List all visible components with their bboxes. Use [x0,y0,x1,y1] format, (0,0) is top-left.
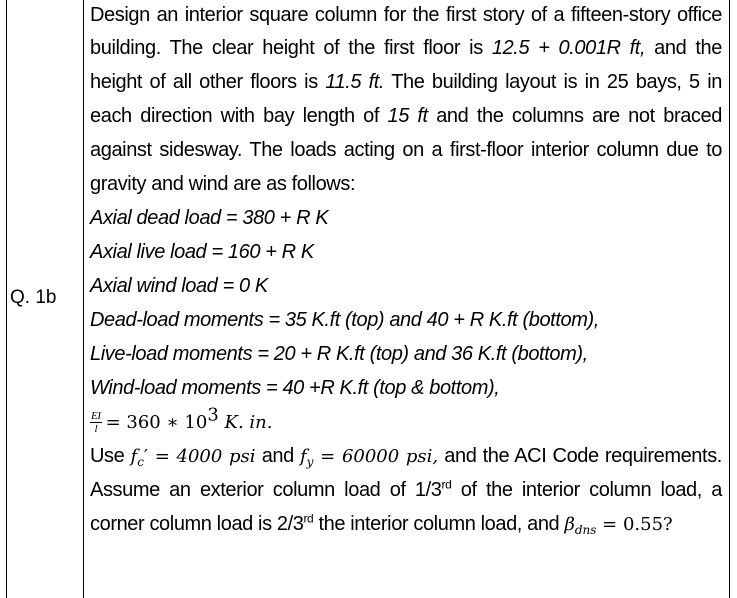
problem-line-1: Design an interior square column for the first story of a fifteen-story office [90,4,722,26]
problem-line-6: gravity and wind are as follows: [90,173,356,195]
table-border-left [6,0,7,598]
wind-load-moments: Wind-load moments = 40 +R K.ft (top & bottom), [90,377,500,399]
ei-over-l-fraction: $\frac{EI}{l}$ [91,410,101,436]
assumption-line-2: corner column load is 2/3rd the interior column load, and $\beta_{dns} = 0.55$? [90,511,673,537]
material-properties: Use $f_c' = 4000$ psi and $f_y = 60000$ psi, and the ACI Code requirements. [90,445,722,469]
other-floor-height: 11.5 ft. [325,71,385,93]
problem-line-3: height of all other floors is 11.5 ft. The building layout is in 25 bays, 5 in [90,71,722,93]
axial-live-load: Axial live load = 160 + R K [90,241,314,263]
steel-strength: $f_y = 60000$ psi, [300,446,439,469]
problem-line-4: each direction with bay length of 15 ft and the columns are not braced [90,105,722,127]
problem-line-5: against sidesway. The loads acting on a first-floor interior column due to [90,139,722,161]
dead-load-moments: Dead-load moments = 35 K.ft (top) and 40 + R K.ft (bottom), [90,309,599,331]
first-floor-height: 12.5 + 0.001R ft, [491,37,646,59]
axial-wind-load: Axial wind load = 0 K [90,275,268,297]
assumption-line-1: Assume an exterior column load of 1/3rd of the interior column load, a [90,477,722,501]
table-border-middle [83,0,84,598]
table-border-right [729,0,730,598]
axial-dead-load: Axial dead load = 380 + R K [90,207,329,229]
problem-line-2: building. The clear height of the first floor is 12.5 + 0.001R ft, and the [90,37,722,59]
concrete-strength: $f_c' = 4000$ psi [130,446,256,469]
beta-dns-value: $\beta_{dns} = 0.55$? [564,514,673,537]
stiffness-equation: $\frac{EI}{l}$ = 360 ∗ $10^3$ K. in. [91,404,273,436]
bay-length: 15 ft [387,105,428,127]
live-load-moments: Live-load moments = 20 + R K.ft (top) and 36 K.ft (bottom), [90,343,588,365]
question-label: Q. 1b [10,287,57,308]
